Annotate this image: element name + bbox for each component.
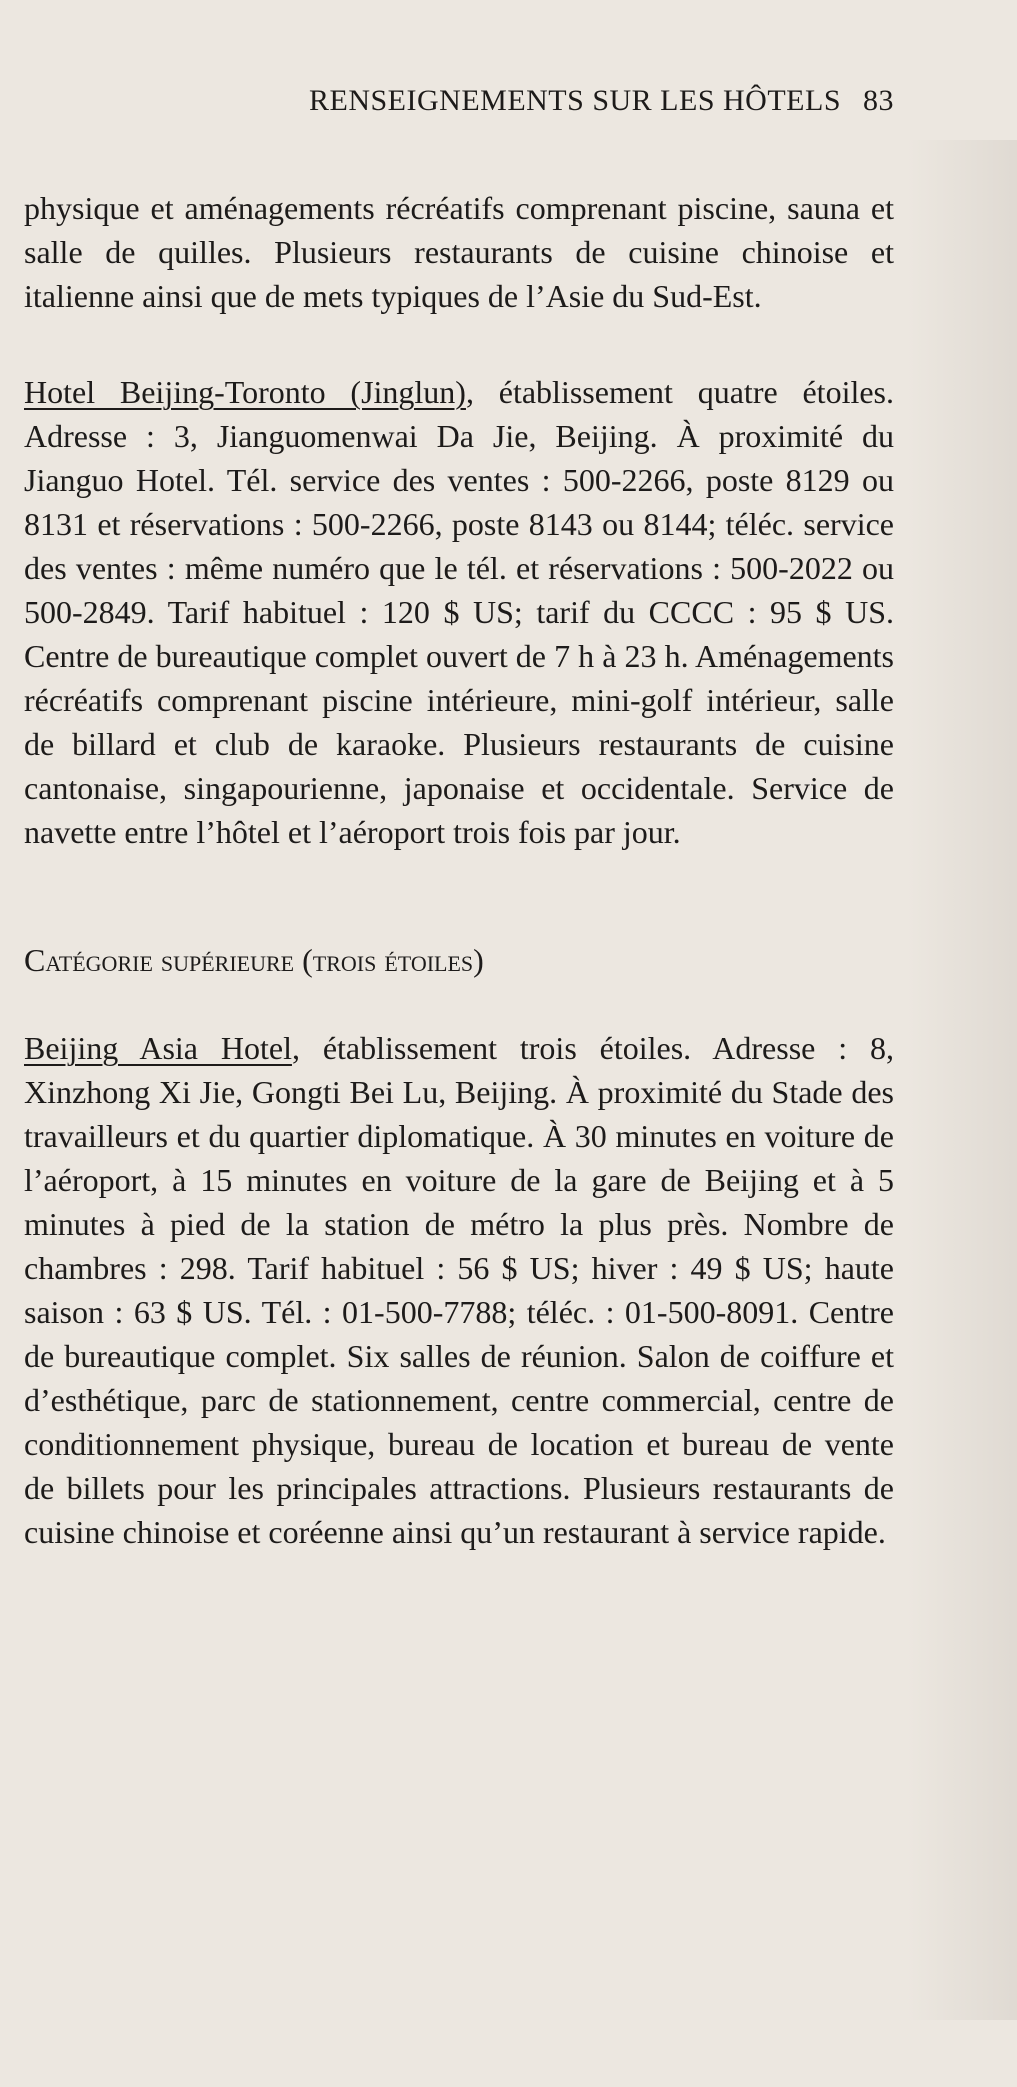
page-body <box>24 186 894 1554</box>
paragraph-spacer <box>24 982 894 1026</box>
paragraph-spacer <box>24 318 894 370</box>
running-title: RENSEIGNEMENTS SUR LES HÔTELS <box>308 84 841 117</box>
hotel-description: , établissement trois étoiles. Adresse : 8, Xinzhong Xi Jie, Gongti Bei Lu, Beijing. À proximité du Stade des travailleurs et du quartier diplomatique. À 30 minutes en voiture de l’aéroport, à 15 minutes en voiture de la gare de Beijing et à 5 minutes à pied de la station de métro la plus près. Nombre de chambres : 298. Tarif habituel : 56 $ US; hiver : 49 $ US; haute saison : 63 $ US. Tél. : 01-500-7788; téléc. : 01-500-8091. Centre de bureautique complet. Six salles de réunion. Salon de coiffure et d’esthétique, parc de stationnement, centre commercial, centre de conditionnement physique, bureau de location et bureau de vente de billets pour les principales attractions. Plusieurs restaurants de cuisine chinoise et coréenne ainsi qu’un restaurant à service rapide. <box>24 1030 894 1550</box>
intro-paragraph: physique et aménagements récréatifs comprenant piscine, sauna et salle de quilles. Plusieurs restaurants de cuisine chinoise et italienne ainsi que de mets typiques de l’Asie du Sud-Est. <box>24 190 894 314</box>
show-through-shadow <box>907 140 1017 2020</box>
hotel-description: , établissement quatre étoiles. Adresse : 3, Jianguomenwai Da Jie, Beijing. À proximité du Jianguo Hotel. Tél. service des ventes : 500-2266, poste 8129 ou 8131 et réservations : 500-2266, poste 8143 ou 8144; téléc. service des ventes : même numéro que le tél. et réservations : 500-2022 ou 500-2849. Tarif habituel : 120 $ US; tarif du CCCC : 95 $ US. Centre de bureautique complet ouvert de 7 h à 23 h. Aménagements récréatifs comprenant piscine intérieure, mini-golf intérieur, salle de billard et club de karaoke. Plusieurs restaurants de cuisine cantonaise, singapourienne, japonaise et occidentale. Service de navette entre l’hôtel et l’aéroport trois fois par jour. <box>24 374 895 850</box>
hotel-name: Beijing Asia Hotel <box>24 1030 292 1066</box>
section-heading: Catégorie supérieure (trois étoiles) <box>24 942 484 978</box>
paragraph-spacer <box>24 854 894 938</box>
page-number: 83 <box>863 84 894 117</box>
running-header <box>0 84 894 118</box>
hotel-entry-beijing-toronto <box>24 370 894 854</box>
hotel-name: Hotel Beijing-Toronto (Jinglun) <box>24 374 466 410</box>
hotel-entry-beijing-asia <box>24 1026 894 1554</box>
